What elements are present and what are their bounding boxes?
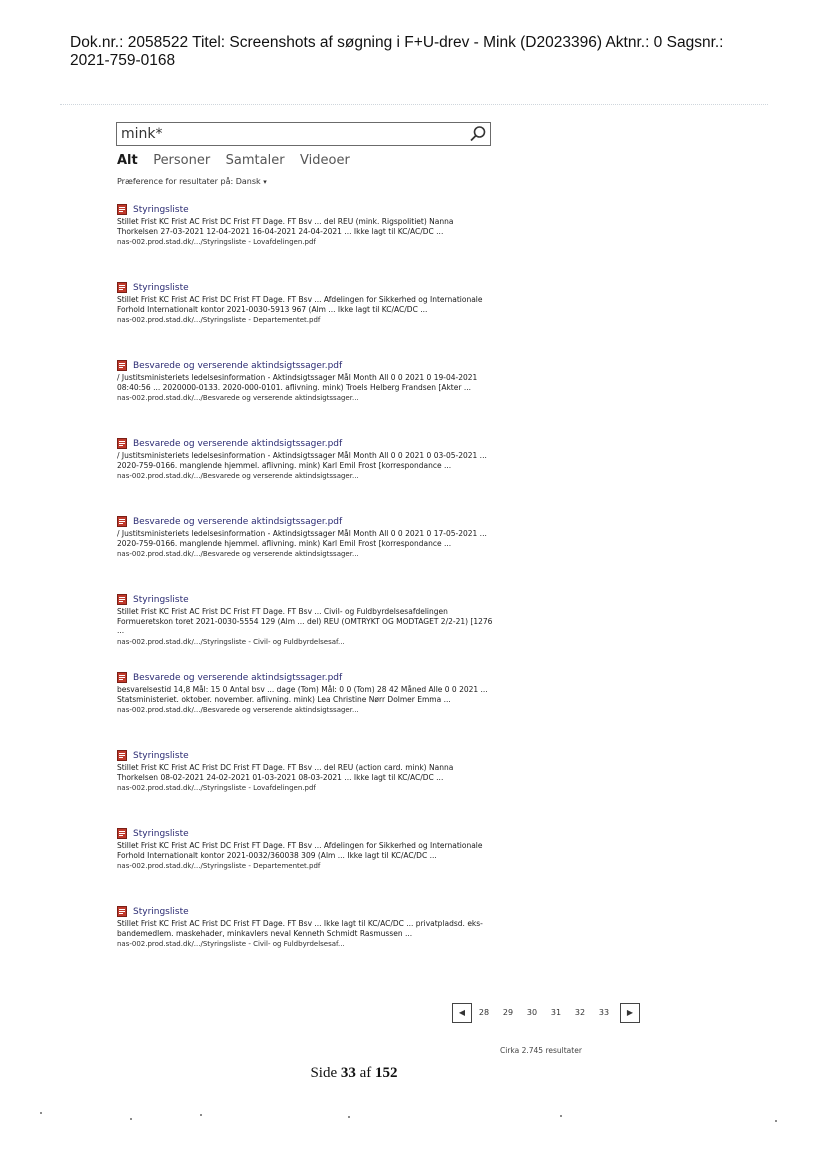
- result-snippet: Stillet Frist KC Frist AC Frist DC Frist FT Dage. FT Bsv ... Ikke lagt til KC/AC/DC ... privatpladsd. eks-bandemedlem. maskehader, minkavlers neval Kenneth Schmidt Rasmussen ...: [117, 919, 483, 938]
- result-title-link[interactable]: Styringsliste: [133, 750, 189, 761]
- document-header: [70, 34, 790, 70]
- pdf-icon: [117, 204, 127, 215]
- language-preference-label: Præference for resultater på: Dansk: [117, 177, 261, 186]
- pdf-icon: [117, 906, 127, 917]
- search-result: [117, 203, 497, 247]
- result-url[interactable]: nas-002.prod.stad.dk/.../Styringsliste - Civil- og Fuldbyrdelsesaf...: [117, 940, 345, 949]
- pdf-icon: [117, 594, 127, 605]
- tab-videos[interactable]: Videoer: [300, 153, 350, 168]
- language-preference[interactable]: [117, 177, 267, 186]
- document-header-line-2: 2021-759-0168: [70, 52, 176, 69]
- chevron-right-icon[interactable]: ▶: [620, 1003, 640, 1023]
- search-icon[interactable]: [469, 125, 487, 143]
- search-result: [117, 827, 497, 871]
- header-divider: [60, 104, 768, 105]
- pdf-icon: [117, 516, 127, 527]
- result-title-link[interactable]: Besvarede og verserende aktindsigtssager.pdf: [133, 360, 343, 371]
- result-url[interactable]: nas-002.prod.stad.dk/.../Styringsliste - Civil- og Fuldbyrdelsesaf...: [117, 637, 345, 646]
- result-snippet: Stillet Frist KC Frist AC Frist DC Frist FT Dage. FT Bsv ... del REU (action card. mink) Nanna Thorkelsen 08-02-2021 24-02-2021 01-03-2021 08-03-2021 ... Ikke lagt til KC/AC/DC ...: [117, 763, 454, 782]
- search-result: [117, 905, 497, 949]
- result-title-link[interactable]: Styringsliste: [133, 828, 189, 839]
- result-url[interactable]: nas-002.prod.stad.dk/.../Styringsliste - Departementet.pdf: [117, 316, 321, 325]
- footer-middle: af: [355, 1065, 376, 1081]
- search-input[interactable]: [121, 124, 461, 144]
- result-title-link[interactable]: Styringsliste: [133, 204, 189, 215]
- result-title-link[interactable]: Besvarede og verserende aktindsigtssager.pdf: [133, 516, 343, 527]
- result-snippet: Stillet Frist KC Frist AC Frist DC Frist FT Dage. FT Bsv ... Civil- og Fuldbyrdelsesafdelingen Formueretskon toret 2021-0030-5554 129 (Alm ... del) REU (OMTRYKT OG MODTAGET 2/2-21) [1276 ...: [117, 607, 493, 636]
- page-link[interactable]: 32: [574, 1008, 586, 1017]
- search-box: [116, 122, 491, 146]
- pdf-icon: [117, 672, 127, 683]
- pdf-icon: [117, 282, 127, 293]
- search-result: [117, 593, 497, 647]
- result-title-link[interactable]: Styringsliste: [133, 906, 189, 917]
- tab-all[interactable]: Alt: [117, 153, 138, 168]
- scan-speck: [200, 1114, 202, 1116]
- search-result: [117, 281, 497, 325]
- chevron-left-icon[interactable]: ◀: [452, 1003, 472, 1023]
- result-snippet: Stillet Frist KC Frist AC Frist DC Frist FT Dage. FT Bsv ... Afdelingen for Sikkerhed og Internationale Forhold Internationalt kontor 2021-0030-5913 967 (Alm ... Ikke lagt til KC/AC/DC ...: [117, 295, 483, 314]
- result-count: Cirka 2.745 resultater: [500, 1046, 582, 1055]
- page-link[interactable]: 28: [478, 1008, 490, 1017]
- result-snippet: / Justitsministeriets ledelsesinformation - Aktindsigtssager Mål Month All 0 0 2021 0 03-05-2021 ... 2020-759-0166. manglende hjemmel. aflivning. mink) Karl Emil Frost [korrespondance ...: [117, 451, 487, 470]
- page-link-current[interactable]: 33: [598, 1008, 610, 1017]
- pdf-icon: [117, 750, 127, 761]
- page-link[interactable]: 30: [526, 1008, 538, 1017]
- result-title-link[interactable]: Styringsliste: [133, 282, 189, 293]
- search-result: [117, 515, 497, 559]
- search-result: [117, 671, 497, 715]
- result-url[interactable]: nas-002.prod.stad.dk/.../Besvarede og verserende aktindsigtssager...: [117, 472, 359, 481]
- result-snippet: / Justitsministeriets ledelsesinformation - Aktindsigtssager Mål Month All 0 0 2021 0 19-04-2021 08:40:56 ... 2020000-0133. 2020-000-0101. aflivning. mink) Troels Helberg Frandsen [Akter ...: [117, 373, 478, 392]
- pdf-icon: [117, 438, 127, 449]
- scan-speck: [775, 1120, 777, 1122]
- pdf-icon: [117, 360, 127, 371]
- result-snippet: Stillet Frist KC Frist AC Frist DC Frist FT Dage. FT Bsv ... Afdelingen for Sikkerhed og Internationale Forhold Internationalt kontor 2021-0032/360038 309 (Alm ... Ikke lagt til KC/AC/DC ...: [117, 841, 483, 860]
- result-title-link[interactable]: Besvarede og verserende aktindsigtssager.pdf: [133, 438, 343, 449]
- result-snippet: Stillet Frist KC Frist AC Frist DC Frist FT Dage. FT Bsv ... del REU (mink. Rigspolitiet) Nanna Thorkelsen 27-03-2021 12-04-2021 16-04-2021 24-04-2021 ... Ikke lagt til KC/AC/DC ...: [117, 217, 454, 236]
- search-result: [117, 359, 497, 403]
- page-footer: [0, 1065, 708, 1082]
- tab-conversations[interactable]: Samtaler: [225, 153, 285, 168]
- footer-prefix: Side: [310, 1065, 341, 1081]
- result-url[interactable]: nas-002.prod.stad.dk/.../Besvarede og verserende aktindsigtssager...: [117, 706, 359, 715]
- search-result: [117, 749, 497, 793]
- result-url[interactable]: nas-002.prod.stad.dk/.../Styringsliste - Lovafdelingen.pdf: [117, 238, 316, 247]
- result-url[interactable]: nas-002.prod.stad.dk/.../Styringsliste - Departementet.pdf: [117, 862, 321, 871]
- search-result: [117, 437, 497, 481]
- scan-speck: [348, 1116, 350, 1118]
- result-snippet: besvarelsestid 14,8 Mål: 15 0 Antal bsv ... dage (Tom) Mål: 0 0 (Tom) 28 42 Måned Alle 0 0 2021 ... Statsministeriet. oktober. november. aflivning. mink) Lea Christine Nørr Dolmer Emma ...: [117, 685, 488, 704]
- page-link[interactable]: 31: [550, 1008, 562, 1017]
- scan-speck: [130, 1118, 132, 1120]
- result-snippet: / Justitsministeriets ledelsesinformation - Aktindsigtssager Mål Month All 0 0 2021 0 17-05-2021 ... 2020-759-0166. manglende hjemmel. aflivning. mink) Karl Emil Frost [korrespondance ...: [117, 529, 487, 548]
- footer-page-number: 33: [340, 1065, 356, 1081]
- document-header-line-1: Dok.nr.: 2058522 Titel: Screenshots af søgning i F+U-drev - Mink (D2023396) Aktnr.: 0 Sagsnr.:: [70, 34, 724, 51]
- scan-speck: [40, 1112, 42, 1114]
- result-title-link[interactable]: Styringsliste: [133, 594, 189, 605]
- result-url[interactable]: nas-002.prod.stad.dk/.../Styringsliste - Lovafdelingen.pdf: [117, 784, 316, 793]
- scan-speck: [560, 1115, 562, 1117]
- footer-page-total: 152: [375, 1065, 398, 1081]
- result-url[interactable]: nas-002.prod.stad.dk/.../Besvarede og verserende aktindsigtssager...: [117, 394, 359, 403]
- result-title-link[interactable]: Besvarede og verserende aktindsigtssager.pdf: [133, 672, 343, 683]
- page-link[interactable]: 29: [502, 1008, 514, 1017]
- result-url[interactable]: nas-002.prod.stad.dk/.../Besvarede og verserende aktindsigtssager...: [117, 550, 359, 559]
- pdf-icon: [117, 828, 127, 839]
- tab-people[interactable]: Personer: [153, 153, 211, 168]
- caret-down-icon[interactable]: ▾: [263, 178, 267, 186]
- search-tabs: [117, 151, 361, 169]
